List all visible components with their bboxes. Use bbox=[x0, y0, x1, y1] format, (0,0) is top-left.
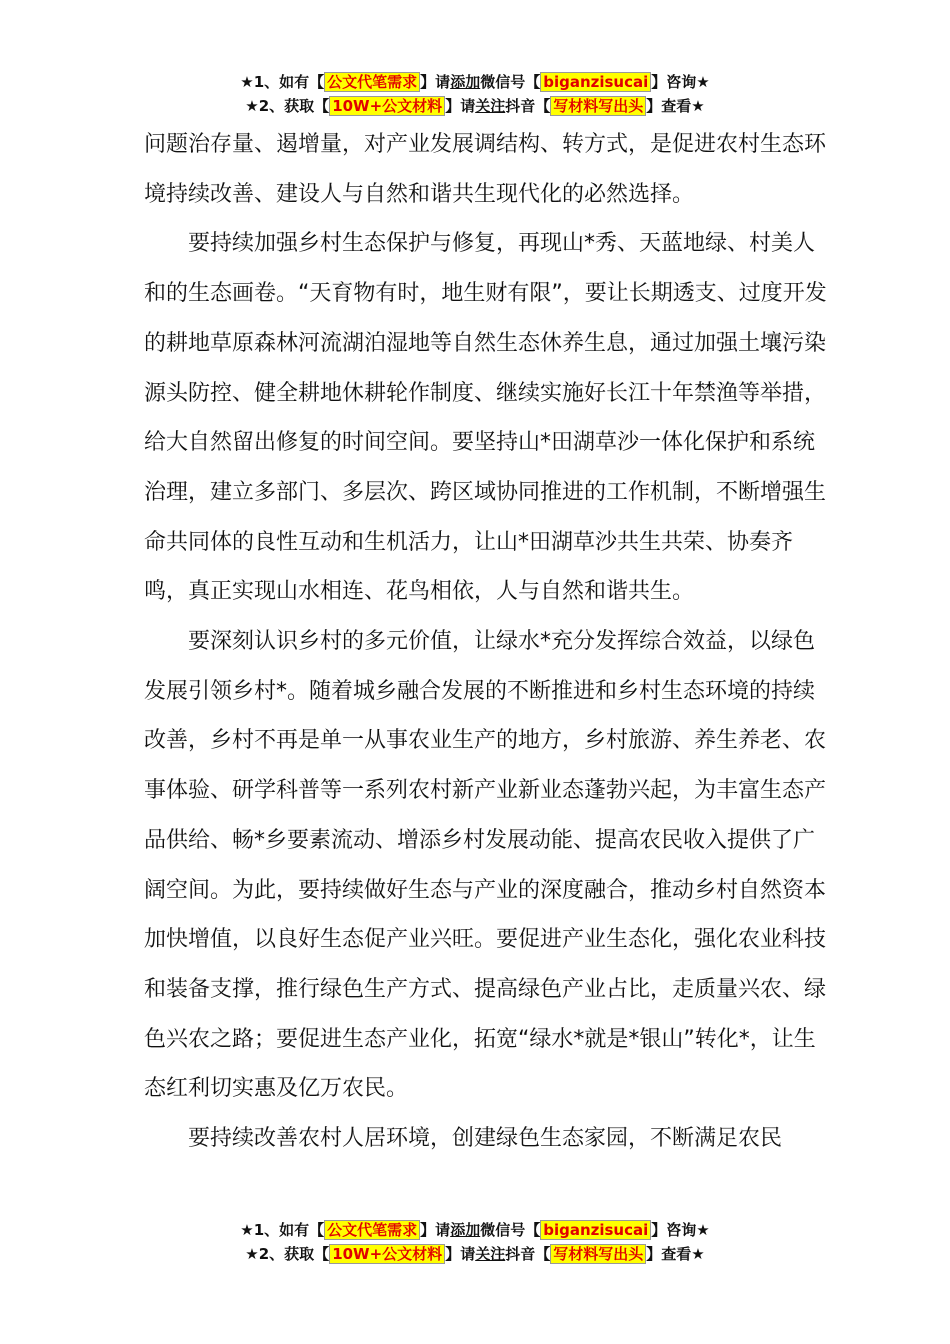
header-line-1-text: 】请 bbox=[420, 73, 451, 91]
header-line-2-text: 】请 bbox=[445, 97, 476, 115]
paragraph-2: 要持续加强乡村生态保护与修复，再现山*秀、天蓝地绿、村美人和的生态画卷。“天育物有时，地生财有限”，要让长期透支、过度开发的耕地草原森林河流湖泊湿地等自然生态休养生息，通过加强土壤污染源头防控、健全耕地休耕轮作制度、继续实施好长江十年禁渔等举措，给大自然留出修复的时间空间。要坚持山*田湖草沙一体化保护和系统治理，建立多部门、多层次、跨区域协同推进的工作机制，不断增强生命共同体的良性互动和生机活力，让山*田湖草沙共生共荣、协奏齐鸣，真正实现山水相连、花鸟相依，人与自然和谐共生。 bbox=[144, 231, 827, 605]
highlight-materials: 10W+公文材料 bbox=[329, 96, 445, 116]
footer-line-1 bbox=[0, 1218, 950, 1242]
footer-line-1-text-2: 微信号【 bbox=[480, 1221, 541, 1239]
highlight-materials: 10W+公文材料 bbox=[329, 1244, 445, 1264]
header-line-2 bbox=[0, 94, 950, 118]
header-line-1-suffix: 】咨询★ bbox=[651, 73, 710, 91]
paragraph-1: 问题治存量、遏增量，对产业发展调结构、转方式，是促进农村生态环境持续改善、建设人与自然和谐共生现代化的必然选择。 bbox=[144, 132, 827, 207]
underlined-add: 添加 bbox=[450, 73, 481, 91]
footer-line-1-text: 】请 bbox=[420, 1221, 451, 1239]
underlined-add: 添加 bbox=[450, 1221, 481, 1239]
header-line-1 bbox=[0, 70, 950, 94]
paragraph-3: 要深刻认识乡村的多元价值，让绿水*充分发挥综合效益，以绿色发展引领乡村*。随着城乡融合发展的不断推进和乡村生态环境的持续改善，乡村不再是单一从事农业生产的地方，乡村旅游、养生养老、农事体验、研学科普等一系列农村新产业新业态蓬勃兴起，为丰富生态产品供给、畅*乡要素流动、增添乡村发展动能、提高农民收入提供了广阔空间。为此，要持续做好生态与产业的深度融合，推动乡村自然资本加快增值，以良好生态促产业兴旺。要促进产业生态化，强化农业科技和装备支撑，推行绿色生产方式、提高绿色产业占比，走质量兴农、绿色兴农之路；要促进生态产业化，拓宽“绿水*就是*银山”转化*，让生态红利切实惠及亿万农民。 bbox=[144, 629, 827, 1102]
footer-line-1-prefix: ★1、如有【 bbox=[240, 1221, 325, 1239]
highlight-douyin-account: 写材料写出头 bbox=[550, 1244, 646, 1264]
header-line-1-text-2: 微信号【 bbox=[480, 73, 541, 91]
highlight-service: 公文代笔需求 bbox=[324, 72, 420, 92]
footer-line-2-suffix: 】查看★ bbox=[646, 1245, 705, 1263]
paragraph-4: 要持续改善农村人居环境，创建绿色生态家园，不断满足农民 bbox=[188, 1126, 783, 1152]
highlight-service: 公文代笔需求 bbox=[324, 1220, 420, 1240]
highlight-wechat-id: biganzisucai bbox=[540, 72, 651, 92]
document-body bbox=[144, 120, 834, 1164]
header-banner bbox=[0, 70, 950, 118]
header-line-2-suffix: 】查看★ bbox=[646, 97, 705, 115]
highlight-wechat-id: biganzisucai bbox=[540, 1220, 651, 1240]
underlined-follow: 关注 bbox=[475, 97, 506, 115]
footer-line-2 bbox=[0, 1242, 950, 1266]
header-line-1-prefix: ★1、如有【 bbox=[240, 73, 325, 91]
highlight-douyin-account: 写材料写出头 bbox=[550, 96, 646, 116]
header-line-2-text-2: 抖音【 bbox=[505, 97, 551, 115]
header-line-2-prefix: ★2、获取【 bbox=[245, 97, 330, 115]
underlined-follow: 关注 bbox=[475, 1245, 506, 1263]
footer-banner bbox=[0, 1218, 950, 1266]
footer-line-2-text-2: 抖音【 bbox=[505, 1245, 551, 1263]
footer-line-2-text: 】请 bbox=[445, 1245, 476, 1263]
footer-line-2-prefix: ★2、获取【 bbox=[245, 1245, 330, 1263]
footer-line-1-suffix: 】咨询★ bbox=[651, 1221, 710, 1239]
